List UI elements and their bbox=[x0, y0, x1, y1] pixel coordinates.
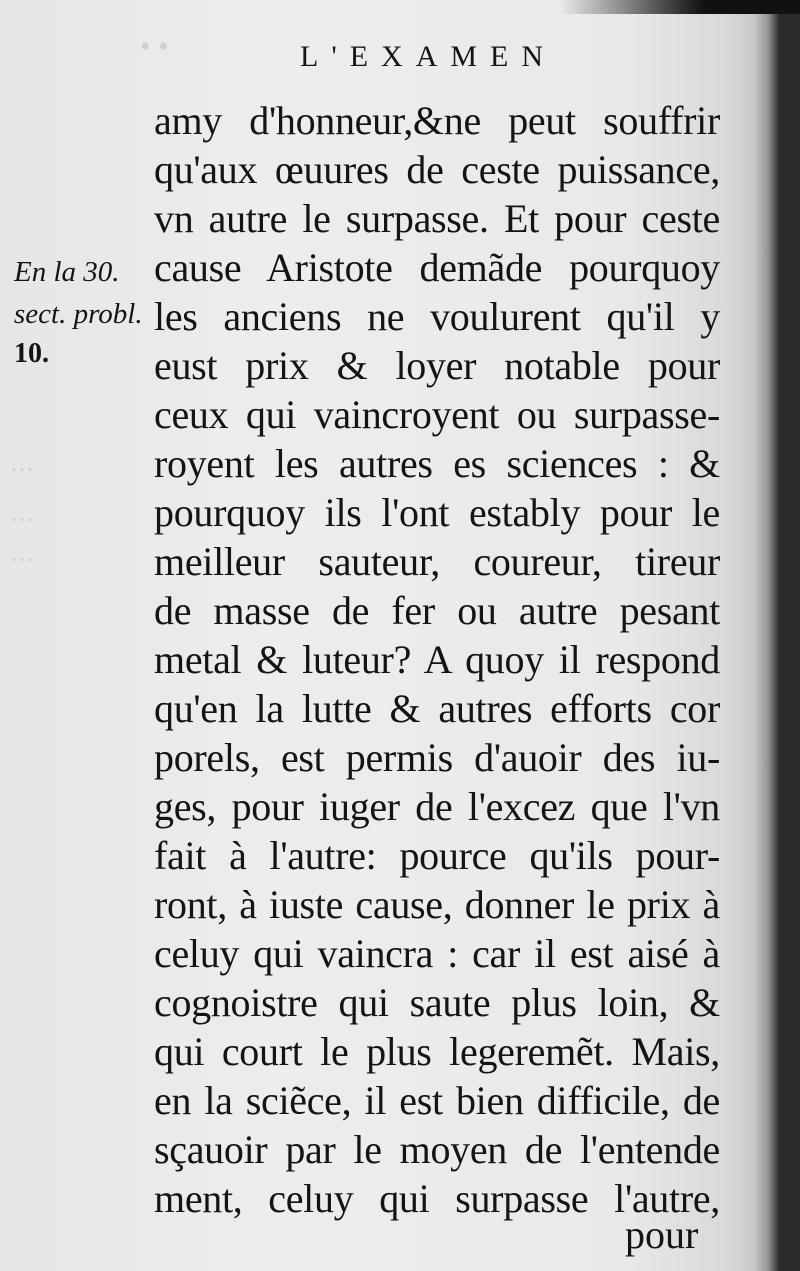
text-line: porels, est permis d'auoir des iu- bbox=[154, 735, 720, 780]
text-line: qui court le plus legeremẽt. Mais, bbox=[154, 1029, 720, 1074]
show-through-mark: ⋯ bbox=[10, 507, 34, 533]
text-line: en la sciẽce, il est bien difficile, de bbox=[154, 1078, 720, 1123]
text-line: fait à l'autre: pource qu'ils pour- bbox=[154, 833, 720, 878]
text-line: les anciens ne voulurent qu'il y bbox=[154, 294, 720, 339]
text-line: celuy qui vaincra : car il est aisé à bbox=[154, 931, 720, 976]
show-through-mark: • • bbox=[140, 30, 169, 63]
text-line: vn autre le surpasse. Et pour ceste bbox=[154, 196, 720, 241]
show-through-mark: ⋯ bbox=[10, 547, 34, 573]
text-line: royent les autres es sciences : & bbox=[154, 441, 720, 486]
text-line: cognoistre qui saute plus loin, & bbox=[154, 980, 720, 1025]
text-line: meilleur sauteur, coureur, tireur bbox=[154, 539, 720, 584]
text-line: ront, à iuste cause, donner le prix à bbox=[154, 882, 720, 927]
show-through-mark: ⋯ bbox=[10, 457, 34, 483]
text-line: qu'aux œuures de ceste puissance, bbox=[154, 147, 720, 192]
text-line: ceux qui vaincroyent ou surpasse- bbox=[154, 392, 720, 437]
text-line: metal & luteur? A quoy il respond bbox=[154, 637, 720, 682]
catchword: pour bbox=[625, 1212, 699, 1257]
text-line: sçauoir par le moyen de l'entende bbox=[154, 1127, 720, 1172]
marginal-note-line-2: sect. probl. bbox=[14, 298, 143, 330]
scan-border bbox=[560, 0, 800, 14]
text-line: amy d'honneur,&ne peut souffrir bbox=[154, 98, 720, 143]
marginal-note-number: 10. bbox=[14, 338, 49, 369]
page-edge-shadow bbox=[754, 0, 780, 1271]
text-line: cause Aristote demãde pourquoy bbox=[154, 245, 720, 290]
text-line: de masse de fer ou autre pesant bbox=[154, 588, 720, 633]
text-line: pourquoy ils l'ont estably pour le bbox=[154, 490, 720, 535]
marginal-note-line-1: En la 30. bbox=[14, 256, 120, 288]
text-line: eust prix & loyer notable pour bbox=[154, 343, 720, 388]
text-line: ment, celuy qui surpasse l'autre, bbox=[154, 1176, 720, 1221]
text-line: ges, pour iuger de l'excez que l'vn bbox=[154, 784, 720, 829]
running-head: L'EXAMEN bbox=[300, 40, 557, 73]
text-line: qu'en la lutte & autres efforts cor bbox=[154, 686, 720, 731]
